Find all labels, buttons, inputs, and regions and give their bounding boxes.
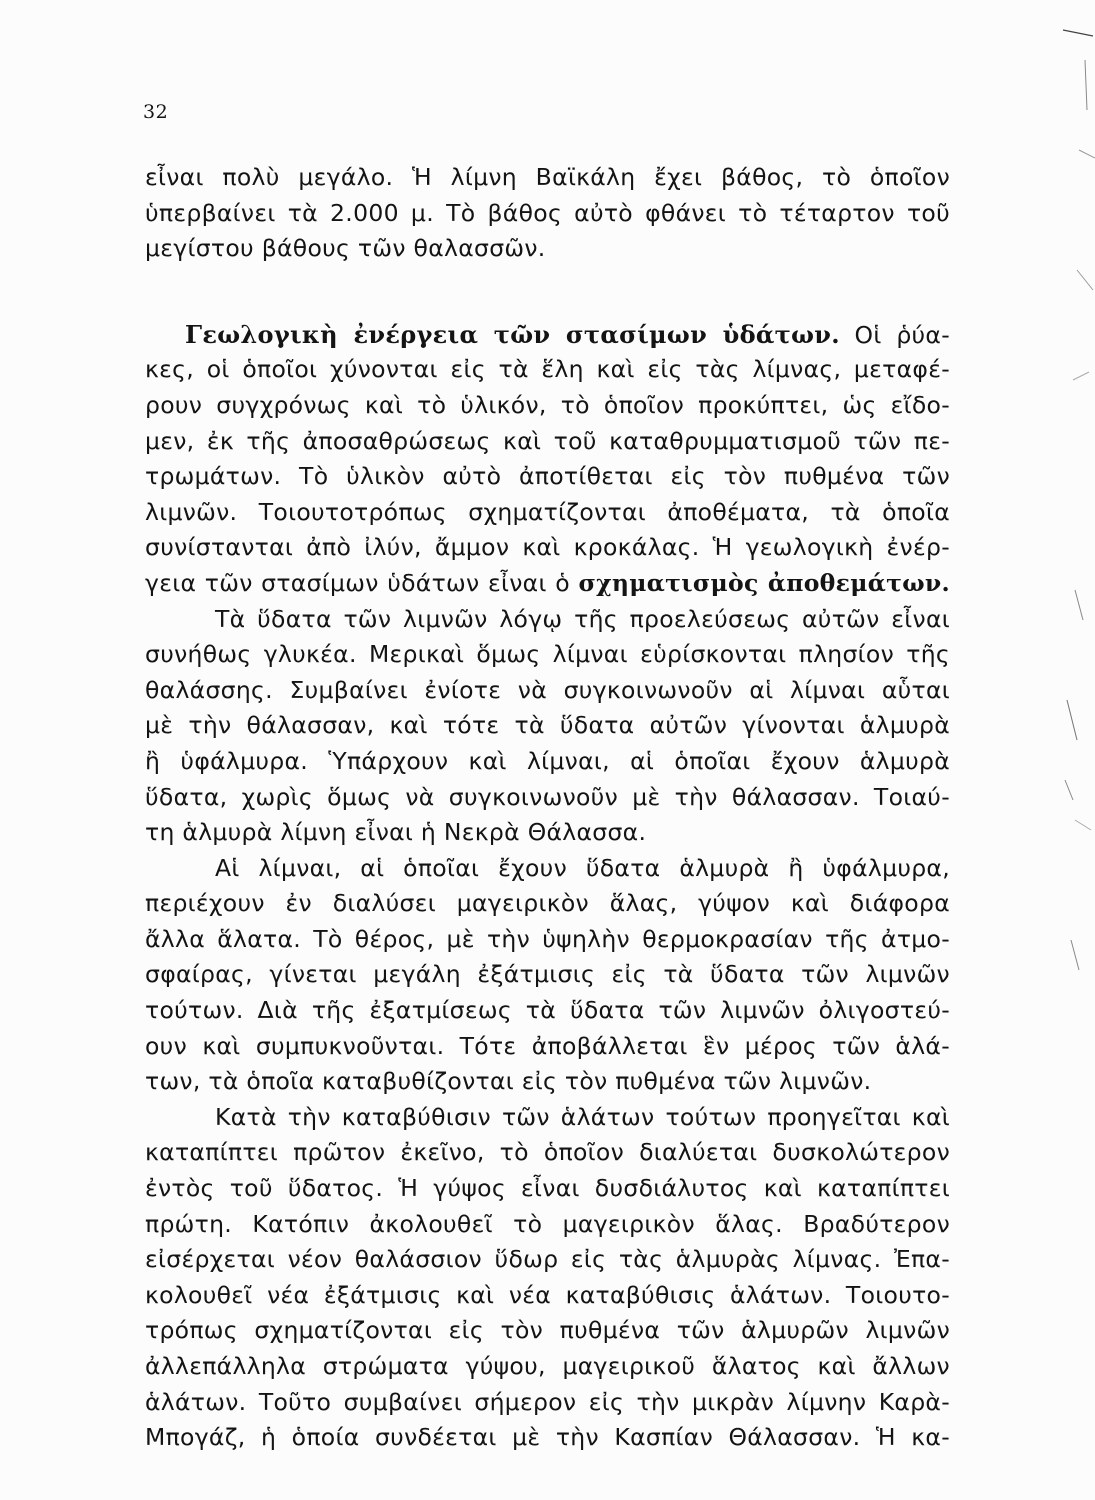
edge-mark <box>1067 700 1077 740</box>
text-line <box>145 566 950 602</box>
text-line: μὲ τὴν θάλασσαν, καὶ τότε τὰ ὕδατα αὐτῶν γίνονται ἁλμυρὰ <box>145 711 950 740</box>
text-line: συνίστανται ἀπὸ ἰλύν, ἄμμον καὶ κροκάλας. Ἡ γεωλογικὴ ἐνέρ- <box>145 533 950 562</box>
text-line: περιέχουν ἐν διαλύσει μαγειρικὸν ἅλας, γύψον καὶ διάφορα <box>145 889 950 918</box>
edge-mark <box>1079 150 1095 158</box>
bold-text: Γεωλογικὴ ἐνέργεια τῶν στασίμων ὑδάτων. <box>185 319 840 349</box>
text-segment: γεια τῶν στασίμων ὑδάτων εἶναι ὁ <box>145 568 579 597</box>
text-line: τούτων. Διὰ τῆς ἐξατμίσεως τὰ ὕδατα τῶν λιμνῶν ὀλιγοστεύ- <box>145 996 950 1025</box>
edge-mark <box>1063 30 1093 36</box>
edge-mark <box>1065 780 1073 800</box>
text-line <box>145 317 950 353</box>
text-line: ἄλλα ἅλατα. Τὸ θέρος, μὲ τὴν ὑψηλὴν θερμοκρασίαν τῆς ἀτμο- <box>145 924 950 953</box>
bold-text: σχηματισμὸς ἀποθεμάτων. <box>578 568 950 597</box>
edge-mark <box>1075 590 1083 620</box>
text-line: Κατὰ τὴν καταβύθισιν τῶν ἁλάτων τούτων προηγεῖται καὶ <box>215 1102 950 1131</box>
text-line: Αἱ λίμναι, αἱ ὁποῖαι ἔχουν ὕδατα ἁλμυρὰ ἢ ὑφάλμυρα, <box>215 853 950 882</box>
paragraph-gap <box>145 267 950 317</box>
text-line: κολουθεῖ νέα ἐξάτμισις καὶ νέα καταβύθισις ἁλάτων. Τοιουτο- <box>145 1280 950 1309</box>
text-line: εἰσέρχεται νέον θαλάσσιον ὕδωρ εἰς τὰς ἁλμυρὰς λίμνας. Ἐπα- <box>145 1245 950 1274</box>
text-line: ἐντὸς τοῦ ὕδατος. Ἡ γύψος εἶναι δυσδιάλυτος καὶ καταπίπτει <box>145 1174 950 1203</box>
edge-mark <box>1071 940 1079 970</box>
text-line: ρουν συγχρόνως καὶ τὸ ὑλικόν, τὸ ὁποῖον προκύπτει, ὡς εἴδο- <box>145 390 950 419</box>
text-line: τρόπως σχηματίζονται εἰς τὸν πυθμένα τῶν ἁλμυρῶν λιμνῶν <box>145 1316 950 1345</box>
text-line: θαλάσσης. Συμβαίνει ἐνίοτε νὰ συγκοινωνοῦν αἱ λίμναι αὗται <box>145 675 950 704</box>
text-line: των, τὰ ὁποῖα καταβυθίζονται εἰς τὸν πυθμένα τῶν λιμνῶν. <box>145 1067 872 1096</box>
text-line: λιμνῶν. Τοιουτοτρόπως σχηματίζονται ἀποθέματα, τὰ ὁποῖα <box>145 497 950 526</box>
body-text <box>145 160 950 1456</box>
page-number: 32 <box>143 101 169 123</box>
edge-mark <box>1075 820 1091 830</box>
text-line: εἶναι πολὺ μεγάλο. Ἡ λίμνη Βαϊκάλη ἔχει βάθος, τὸ ὁποῖον <box>145 163 950 191</box>
text-line: τρωμάτων. Τὸ ὑλικὸν αὐτὸ ἀποτίθεται εἰς τὸν πυθμένα τῶν <box>145 462 950 491</box>
text-segment: Οἱ ῥύα- <box>839 320 950 349</box>
text-line: τη ἁλμυρὰ λίμνη εἶναι ἡ Νεκρὰ Θάλασσα. <box>145 818 647 847</box>
edge-show-through-marks <box>1055 0 1095 1500</box>
text-line: κες, οἱ ὁποῖοι χύνονται εἰς τὰ ἕλη καὶ εἰς τὰς λίμνας, μεταφέ- <box>145 355 950 384</box>
text-line: μεγίστου βάθους τῶν θαλασσῶν. <box>145 234 546 263</box>
text-line: ουν καὶ συμπυκνοῦνται. Τότε ἀποβάλλεται ἓν μέρος τῶν ἁλά- <box>145 1031 950 1060</box>
text-line: ἢ ὑφάλμυρα. Ὑπάρχουν καὶ λίμναι, αἱ ὁποῖαι ἔχουν ἁλμυρὰ <box>145 746 950 775</box>
text-line: πρώτη. Κατόπιν ἀκολουθεῖ τὸ μαγειρικὸν ἅλας. Βραδύτερον <box>145 1209 950 1238</box>
text-line: ὑπερβαίνει τὰ 2.000 μ. Τὸ βάθος αὐτὸ φθάνει τὸ τέταρτον τοῦ <box>145 198 950 227</box>
edge-mark <box>1077 270 1093 290</box>
edge-mark <box>1085 60 1087 110</box>
text-line: συνήθως γλυκέα. Μερικαὶ ὅμως λίμναι εὑρίσκονται πλησίον τῆς <box>145 640 950 669</box>
text-line: σφαίρας, γίνεται μεγάλη ἐξάτμισις εἰς τὰ ὕδατα τῶν λιμνῶν <box>145 960 950 989</box>
text-line: ὕδατα, χωρὶς ὅμως νὰ συγκοινωνοῦν μὲ τὴν θάλασσαν. Τοιαύ- <box>145 782 950 811</box>
edge-mark <box>1073 372 1089 380</box>
text-line: μεν, ἐκ τῆς ἀποσαθρώσεως καὶ τοῦ καταθρυμματισμοῦ τῶν πε- <box>145 426 950 455</box>
text-line: ἁλάτων. Τοῦτο συμβαίνει σήμερον εἰς τὴν μικρὰν λίμνην Καρὰ- <box>145 1387 950 1416</box>
text-line: Τὰ ὕδατα τῶν λιμνῶν λόγῳ τῆς προελεύσεως αὐτῶν εἶναι <box>215 604 950 633</box>
text-line: ἀλλεπάλληλα στρώματα γύψου, μαγειρικοῦ ἅλατος καὶ ἄλλων <box>145 1352 950 1380</box>
text-line: καταπίπτει πρῶτον ἐκεῖνο, τὸ ὁποῖον διαλύεται δυσκολώτερον <box>145 1138 950 1167</box>
text-line: Μπογάζ, ἡ ὁποία συνδέεται μὲ τὴν Κασπίαν Θάλασσαν. Ἡ κα- <box>145 1423 950 1452</box>
